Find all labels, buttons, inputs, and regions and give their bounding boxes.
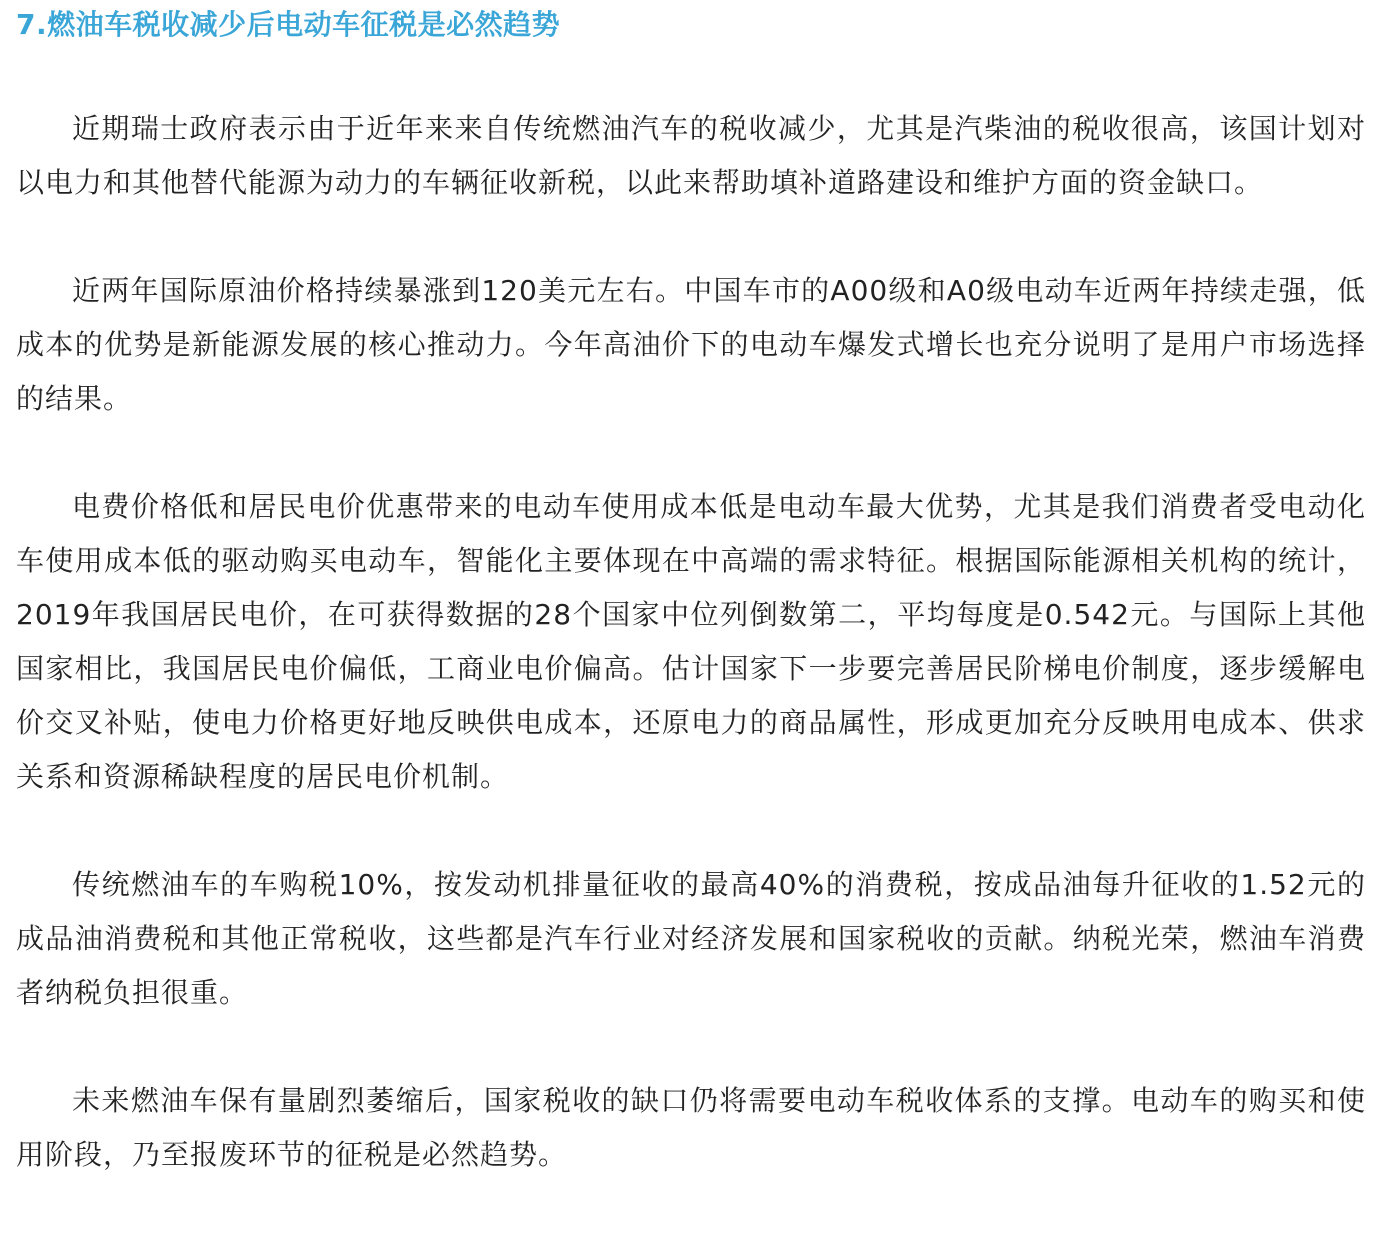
section-title: 7.燃油车税收减少后电动车征税是必然趋势 (16, 8, 561, 41)
paragraph-fuel-car-tax: 传统燃油车的车购税10%，按发动机排量征收的最高40%的消费税，按成品油每升征收的1.52元的成品油消费税和其他正常税收，这些都是汽车行业对经济发展和国家税收的贡献。纳税光荣，燃油车消费者纳税负担很重。 (16, 868, 1366, 1009)
paragraph-oil-price: 近两年国际原油价格持续暴涨到120美元左右。中国车市的A00级和A0级电动车近两年持续走强，低成本的优势是新能源发展的核心推动力。今年高油价下的电动车爆发式增长也充分说明了是用户市场选择的结果。 (16, 274, 1366, 415)
paragraph-swiss-ev-tax: 近期瑞士政府表示由于近年来来自传统燃油汽车的税收减少，尤其是汽柴油的税收很高，该国计划对以电力和其他替代能源为动力的车辆征收新税，以此来帮助填补道路建设和维护方面的资金缺口。 (16, 112, 1366, 199)
paragraph-electricity-cost: 电费价格低和居民电价优惠带来的电动车使用成本低是电动车最大优势，尤其是我们消费者受电动化车使用成本低的驱动购买电动车，智能化主要体现在中高端的需求特征。根据国际能源相关机构的统计，2019年我国居民电价，在可获得数据的28个国家中位列倒数第二，平均每度是0.542元。与国际上其他国家相比，我国居民电价偏低，工商业电价偏高。估计国家下一步要完善居民阶梯电价制度，逐步缓解电价交叉补贴，使电力价格更好地反映供电成本，还原电力的商品属性，形成更加充分反映用电成本、供求关系和资源稀缺程度的居民电价机制。 (16, 490, 1366, 793)
paragraph-future-ev-tax: 未来燃油车保有量剧烈萎缩后，国家税收的缺口仍将需要电动车税收体系的支撑。电动车的购买和使用阶段，乃至报废环节的征税是必然趋势。 (16, 1084, 1366, 1171)
